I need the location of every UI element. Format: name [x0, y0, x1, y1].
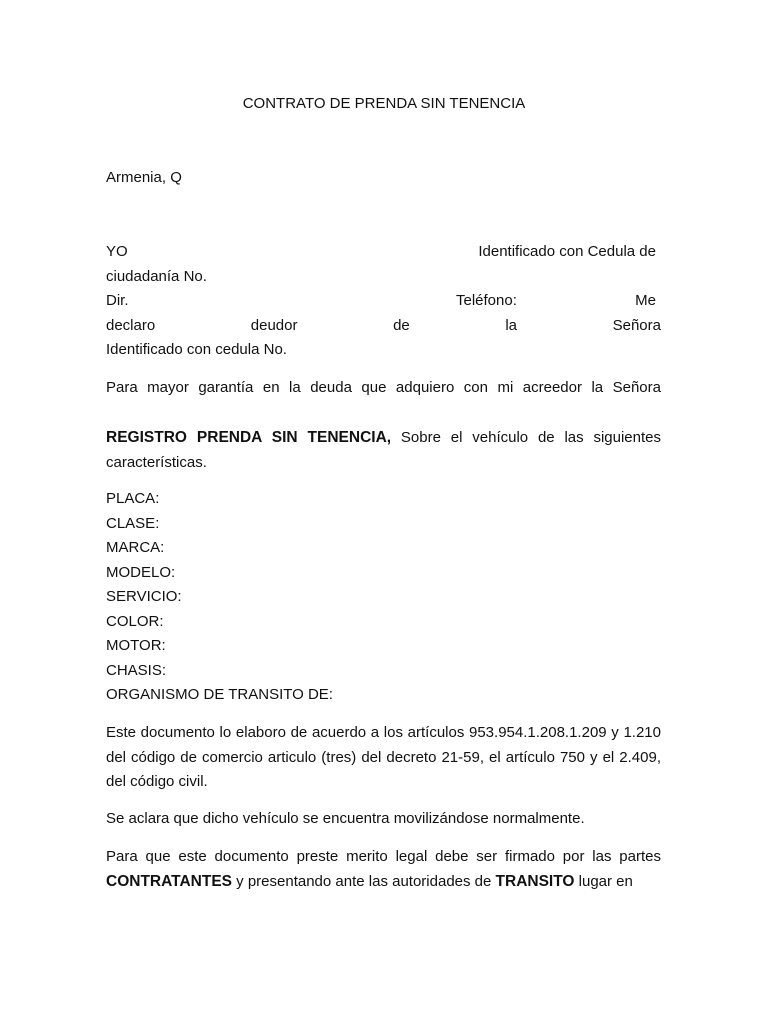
articles-paragraph: Este documento lo elaboro de acuerdo a los artículos 953.954.1.208.1.209 y 1.210 del código de comercio articulo (tres) del decreto 21-59, el artículo 750 y el 2.409, del código civil.: [106, 724, 661, 790]
identified-cedula-label: Identificado con cedula No.: [106, 341, 287, 358]
vehicle-field-organismo: ORGANISMO DE TRANSITO DE:: [106, 686, 333, 703]
vehicle-field-modelo: MODELO:: [106, 563, 176, 581]
declare-word-5: Señora: [612, 316, 661, 334]
place-line: [106, 166, 661, 191]
me-label: Me: [635, 292, 656, 309]
document-title: CONTRATO DE PRENDA SIN TENENCIA: [242, 95, 526, 112]
final-text-2: y presentando ante las autoridades de: [232, 872, 496, 890]
declare-word-2: deudor: [250, 316, 298, 334]
declare-word-1: declaro: [106, 316, 156, 334]
final-text-3: lugar en: [574, 872, 633, 890]
vehicle-field-color: COLOR:: [106, 612, 164, 630]
final-bold-contratantes: CONTRATANTES: [106, 872, 232, 890]
declare-word-3: de: [393, 316, 410, 334]
yo-label: YO: [106, 243, 128, 260]
vehicle-field-motor: MOTOR:: [106, 637, 166, 654]
dir-label: Dir.: [106, 292, 129, 309]
declare-word-4: la: [505, 316, 518, 334]
registry-bold-text: REGISTRO PRENDA SIN TENENCIA,: [106, 429, 392, 446]
place-text: Armenia, Q: [106, 169, 182, 186]
vehicle-field-clase: CLASE:: [106, 514, 160, 532]
vehicle-field-chasis: CHASIS:: [106, 661, 167, 679]
declare-row: [106, 314, 661, 339]
phone-group: [456, 289, 656, 314]
vehicle-field-placa: PLACA:: [106, 490, 160, 507]
identification-row-1: [106, 240, 661, 265]
vehicle-fields-list: [106, 487, 661, 708]
guarantee-paragraph: Para mayor garantía en la deuda que adquiero con mi acreedor la Señora: [106, 379, 661, 396]
clarification-paragraph: Se aclara que dicho vehículo se encuentra movilizándose normalmente.: [106, 810, 585, 827]
vehicle-field-marca: MARCA:: [106, 539, 165, 556]
citizenship-number-label: ciudadanía No.: [106, 267, 207, 285]
identification-section: [106, 240, 661, 363]
final-text-1: Para que este documento preste merito legal debe ser firmado por las partes: [106, 848, 661, 865]
registry-paragraph: [106, 426, 661, 475]
vehicle-field-servicio: SERVICIO:: [106, 588, 182, 605]
identification-row-3: [106, 289, 661, 314]
identified-with-label: Identificado con Cedula de: [478, 243, 656, 260]
final-bold-transito: TRANSITO: [495, 872, 575, 890]
registry-rest-text: Sobre el vehículo de las siguientes características.: [106, 429, 661, 471]
phone-label: Teléfono:: [456, 292, 517, 309]
final-paragraph: [106, 845, 661, 894]
